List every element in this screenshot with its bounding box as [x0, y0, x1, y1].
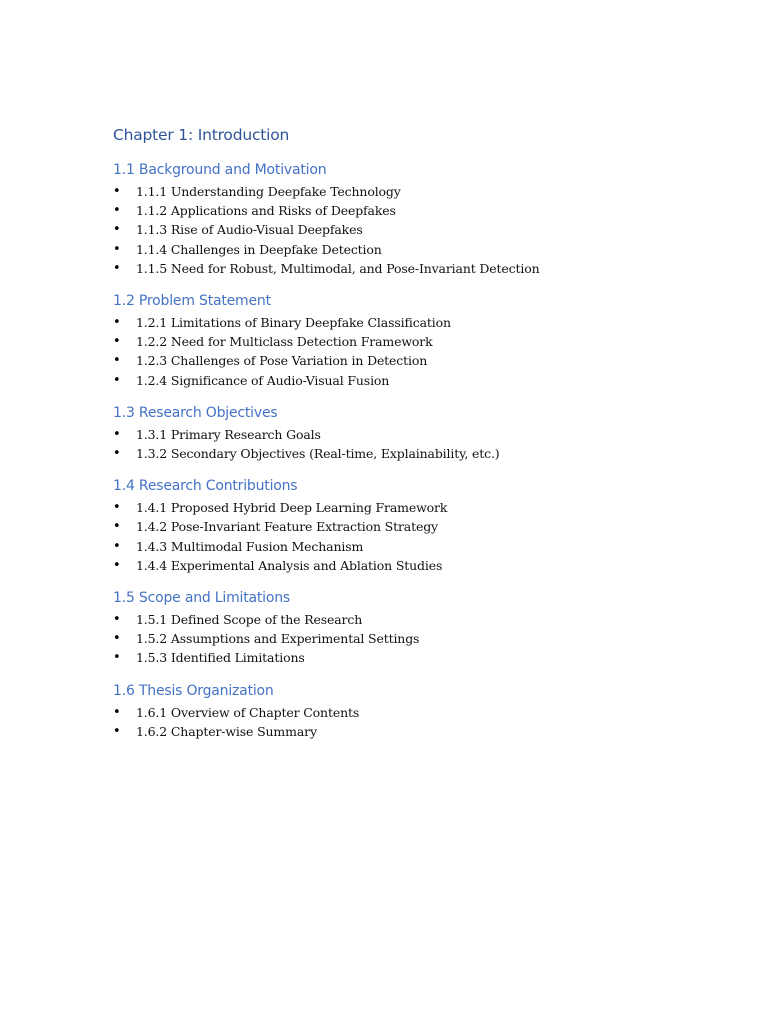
list-item-text: 1.4.2 Pose-Invariant Feature Extraction Strategy [136, 519, 438, 535]
list-item-text: 1.1.3 Rise of Audio-Visual Deepfakes [136, 222, 363, 238]
list-item [113, 556, 713, 575]
bullet-icon: • [113, 704, 121, 720]
bullet-icon: • [113, 203, 121, 219]
list-item [113, 610, 713, 629]
bullet-icon: • [113, 500, 121, 516]
section-heading: 1.4 Research Contributions [113, 478, 298, 495]
bullet-icon: • [113, 260, 121, 276]
list-item-text: 1.2.3 Challenges of Pose Variation in Detection [136, 353, 428, 369]
bullet-icon: • [113, 315, 121, 331]
section-4 [113, 476, 713, 575]
section-heading: 1.1 Background and Motivation [113, 162, 327, 178]
bullet-icon: • [113, 353, 121, 369]
bullet-icon: • [113, 426, 121, 442]
bullet-icon: • [113, 241, 121, 257]
document-content [113, 124, 713, 754]
section-heading: 1.6 Thesis Organization [113, 682, 274, 699]
list-item [113, 182, 713, 201]
list-item [113, 629, 713, 648]
list-item [113, 498, 713, 517]
bullet-list [113, 498, 713, 575]
section-1 [113, 160, 713, 278]
list-item [113, 259, 713, 278]
section-6 [113, 681, 713, 741]
list-item-text: 1.2.1 Limitations of Binary Deepfake Classification [136, 315, 451, 331]
bullet-icon: • [113, 372, 121, 388]
list-item-text: 1.2.2 Need for Multiclass Detection Framework [136, 334, 433, 350]
bullet-icon: • [113, 723, 121, 739]
list-item-text: 1.5.1 Defined Scope of the Research [136, 612, 363, 628]
section-2 [113, 291, 713, 390]
bullet-icon: • [113, 184, 121, 199]
list-item [113, 648, 713, 667]
section-heading: 1.3 Research Objectives [113, 404, 278, 421]
bullet-list [113, 313, 713, 390]
list-item [113, 371, 713, 390]
chapter-title: Chapter 1: Introduction [113, 126, 290, 144]
section-3 [113, 403, 713, 463]
bullet-icon: • [113, 222, 121, 238]
list-item [113, 220, 713, 239]
bullet-icon: • [113, 446, 121, 462]
list-item [113, 425, 713, 444]
list-item-text: 1.2.4 Significance of Audio-Visual Fusion [136, 372, 390, 388]
list-item-text: 1.4.3 Multimodal Fusion Mechanism [136, 538, 364, 554]
list-item [113, 201, 713, 220]
list-item-text: 1.5.2 Assumptions and Experimental Settings [136, 631, 420, 647]
sections-container [113, 160, 713, 741]
list-item-text: 1.6.1 Overview of Chapter Contents [136, 704, 360, 720]
list-item [113, 313, 713, 332]
list-item-text: 1.4.1 Proposed Hybrid Deep Learning Framework [136, 500, 448, 516]
bullet-icon: • [113, 519, 121, 535]
bullet-list [113, 610, 713, 668]
bullet-icon: • [113, 334, 121, 350]
list-item [113, 444, 713, 463]
list-item-text: 1.1.1 Understanding Deepfake Technology [136, 184, 401, 199]
bullet-list [113, 182, 713, 278]
list-item-text: 1.5.3 Identified Limitations [136, 650, 305, 666]
list-item [113, 722, 713, 741]
list-item-text: 1.3.2 Secondary Objectives (Real-time, Explainability, etc.) [136, 446, 500, 462]
bullet-list [113, 703, 713, 741]
bullet-icon: • [113, 631, 121, 647]
list-item [113, 332, 713, 351]
bullet-icon: • [113, 612, 121, 628]
list-item-text: 1.3.1 Primary Research Goals [136, 426, 321, 442]
list-item [113, 517, 713, 536]
list-item [113, 351, 713, 370]
list-item-text: 1.1.2 Applications and Risks of Deepfakes [136, 203, 396, 219]
list-item [113, 703, 713, 722]
section-5 [113, 588, 713, 668]
list-item [113, 240, 713, 259]
list-item-text: 1.6.2 Chapter-wise Summary [136, 723, 317, 739]
list-item [113, 537, 713, 556]
bullet-icon: • [113, 557, 121, 573]
section-heading: 1.5 Scope and Limitations [113, 590, 291, 607]
bullet-icon: • [113, 538, 121, 554]
list-item-text: 1.1.4 Challenges in Deepfake Detection [136, 241, 382, 257]
section-heading: 1.2 Problem Statement [113, 293, 271, 310]
bullet-icon: • [113, 650, 121, 666]
list-item-text: 1.4.4 Experimental Analysis and Ablation Studies [136, 557, 443, 573]
list-item-text: 1.1.5 Need for Robust, Multimodal, and Pose-Invariant Detection [136, 260, 540, 276]
bullet-list [113, 425, 713, 463]
